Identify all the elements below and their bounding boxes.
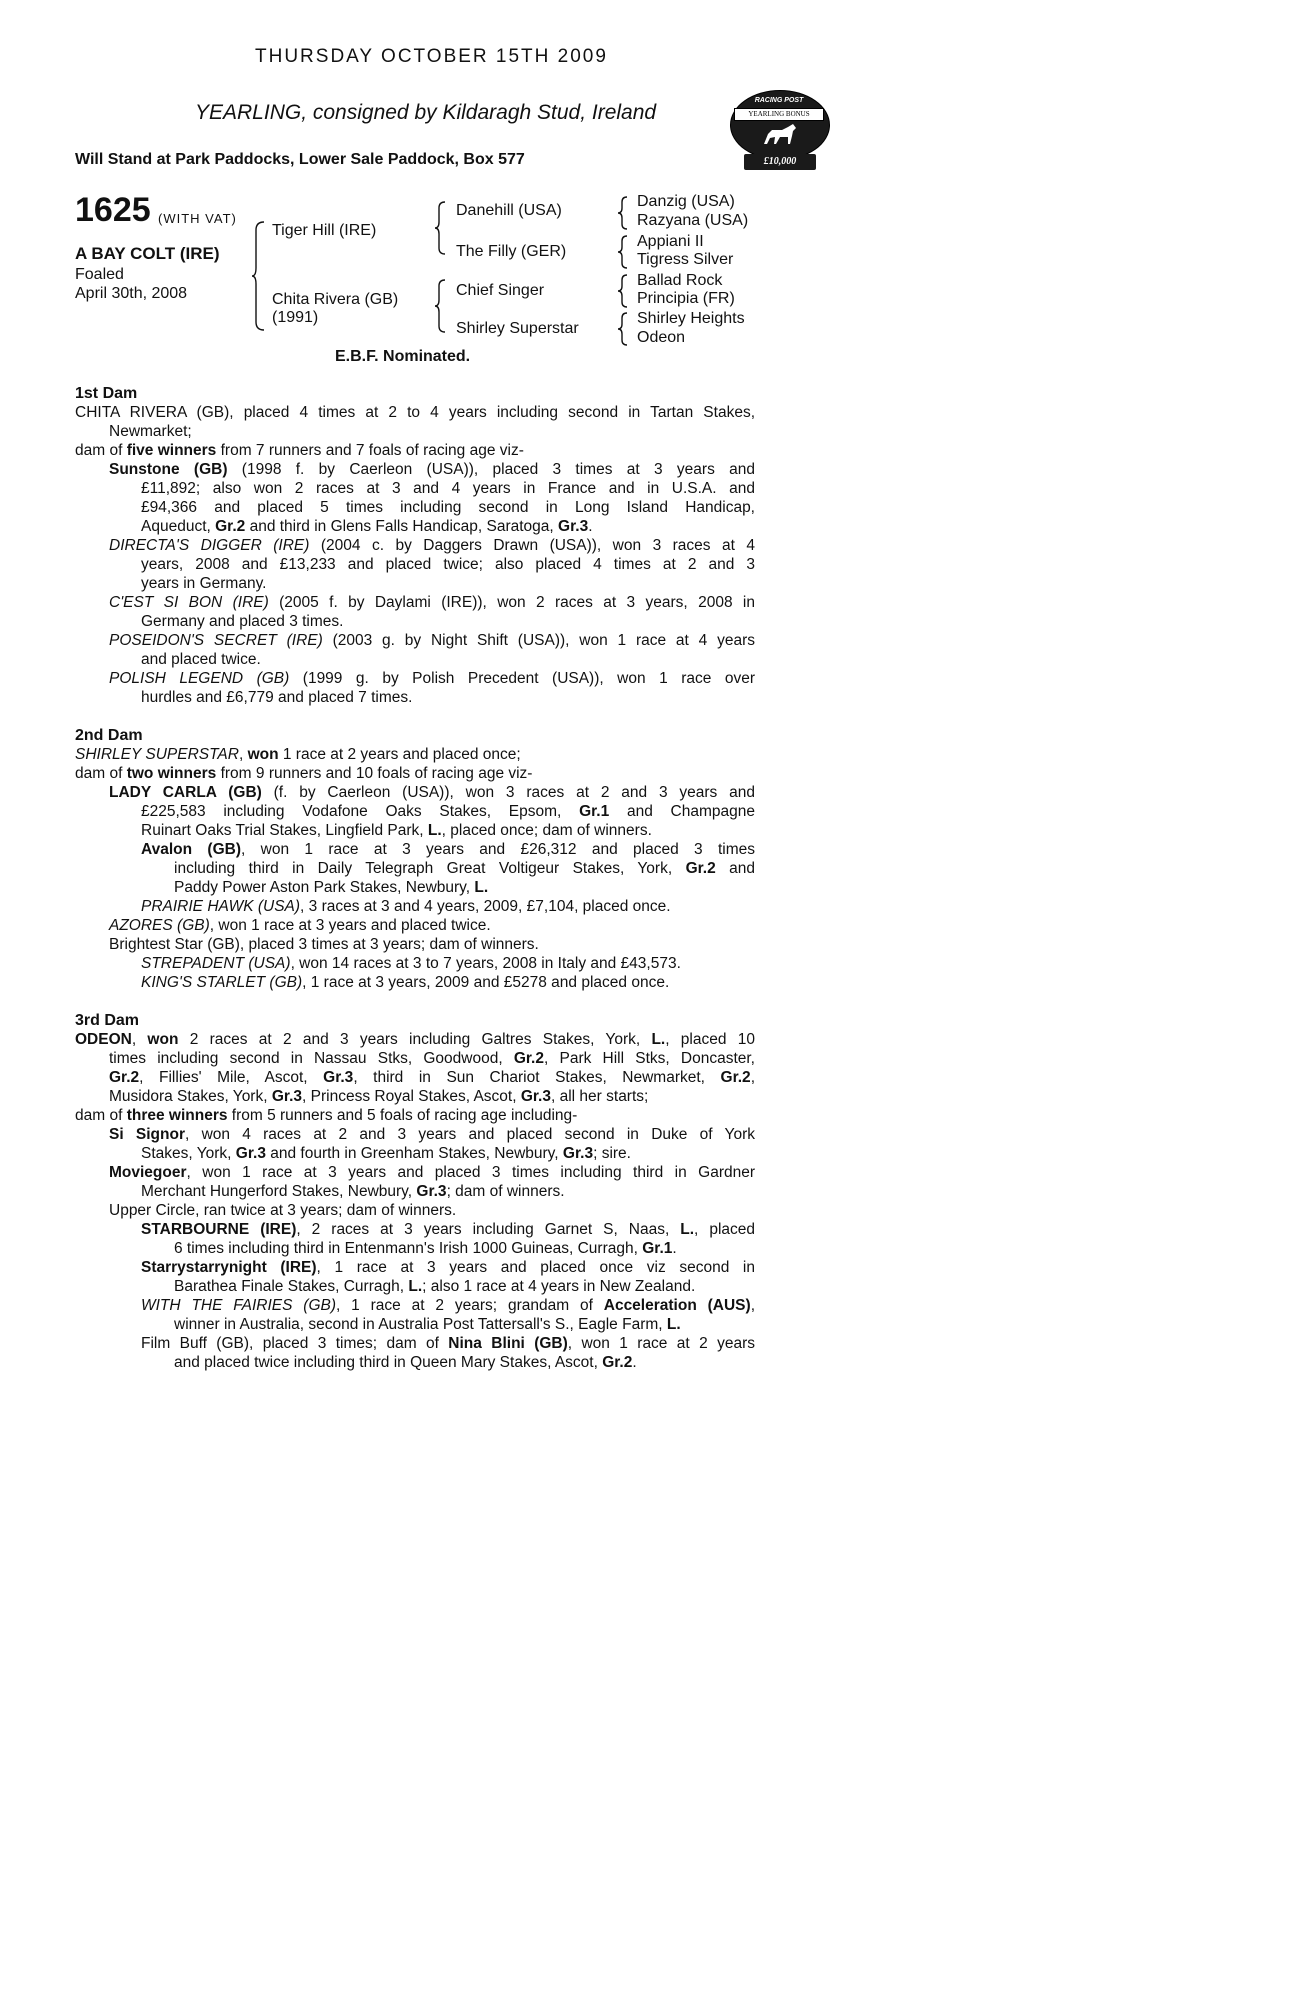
pedigree-dam-year: (1991) (272, 309, 319, 326)
dam1-runner-line (75, 517, 755, 536)
text: five winners (126, 442, 217, 459)
text: ; sire. (593, 1145, 631, 1162)
grade: Gr.3 (558, 518, 589, 535)
text: and Champagne (609, 803, 755, 820)
text: . (588, 518, 593, 535)
text: winner in Australia, second in Australia Post Tattersall's S., Eagle Farm, (174, 1316, 667, 1333)
text: (f. by Caerleon (USA)), won 3 races at 2 and 3 years and (261, 784, 755, 801)
grade: Gr.3 (235, 1145, 266, 1162)
text: £225,583 including Vodafone Oaks Stakes, Epsom, (141, 803, 580, 820)
text: , 1 race at 2 years; grandam of (336, 1297, 604, 1314)
grade: Gr.3 (323, 1069, 354, 1086)
consignment-line: YEARLING, consigned by Kildaragh Stud, Ireland (195, 101, 657, 124)
dam1-runner-line (75, 631, 755, 650)
horse-name: Sunstone (GB) (109, 461, 228, 478)
text: , all her starts; (551, 1088, 649, 1105)
logo-top-text: RACING POST (754, 97, 804, 104)
text: three winners (126, 1107, 228, 1124)
pedigree-brace-3 (435, 278, 451, 334)
pedigree-dds: Shirley Heights (637, 310, 745, 327)
text: Ruinart Oaks Trial Stakes, Lingfield Park, (141, 822, 428, 839)
dam1-line: Newmarket; (109, 423, 192, 440)
yearling-bonus-logo (730, 90, 830, 170)
text: Paddy Power Aston Park Stakes, Newbury, (174, 879, 475, 896)
text: and third in Glens Falls Handicap, Saratoga, (245, 518, 559, 535)
text: , won 1 race at 3 years and £26,312 and placed 3 times (241, 841, 756, 858)
dam3-runner-line: Upper Circle, ran twice at 3 years; dam of winners. (109, 1202, 457, 1219)
text: Barathea Finale Stakes, Curragh, (174, 1278, 409, 1295)
dam3-produce-line (75, 1106, 755, 1125)
text: , placed once; dam of winners. (441, 822, 652, 839)
horse-name: PRAIRIE HAWK (USA) (141, 898, 301, 915)
text: two winners (126, 765, 217, 782)
dam1-runner-line (75, 593, 755, 612)
spacer (75, 992, 755, 1011)
text: , placed (694, 1221, 756, 1238)
horse-name: STREPADENT (USA) (141, 955, 291, 972)
text: Stakes, York, (141, 1145, 236, 1162)
pedigree-dam-dam: Shirley Superstar (456, 320, 579, 337)
text: , 2 races at 3 years including Garnet S, Naas, (296, 1221, 681, 1238)
pedigree-brace-4 (618, 195, 632, 231)
dam2-runner-line (75, 954, 755, 973)
text: , 3 races at 3 and 4 years, 2009, £7,104, placed once. (300, 898, 671, 915)
text: , (750, 1297, 755, 1314)
text: from 7 runners and 7 foals of racing age viz- (216, 442, 524, 459)
horse-name: Nina Blini (GB) (448, 1335, 568, 1352)
dam2-runner-line (75, 916, 755, 935)
horse-name: Starrystarrynight (IRE) (141, 1259, 317, 1276)
pedigree-brace-6 (618, 273, 632, 309)
text: Musidora Stakes, York, (109, 1088, 272, 1105)
dam3-runner-line (75, 1144, 755, 1163)
dam1-runner-line (75, 460, 755, 479)
pedigree-sire-sire: Danehill (USA) (456, 202, 562, 219)
horse-name: Moviegoer (109, 1164, 187, 1181)
dam3-runner-line (75, 1258, 755, 1277)
dam2-runner-line (75, 840, 755, 859)
foaled-date: April 30th, 2008 (75, 285, 188, 302)
text: , placed 10 (665, 1031, 755, 1048)
pedigree-sss: Danzig (USA) (637, 193, 735, 210)
sale-date: THURSDAY OCTOBER 15TH 2009 (255, 46, 608, 67)
horse-name: Si Signor (109, 1126, 185, 1143)
text: dam of (75, 442, 127, 459)
dam3-runner-line (75, 1315, 755, 1334)
dam2-runner-line (75, 897, 755, 916)
dam1-runner-line: £11,892; also won 2 races at 3 and 4 years in France and in U.S.A. and (141, 480, 755, 497)
horse-name: Avalon (GB) (141, 841, 242, 858)
dam1-line: CHITA RIVERA (GB), placed 4 times at 2 to 4 years including second in Tartan Stakes, (75, 404, 755, 421)
text: (1999 g. by Polish Precedent (USA)), won 1 race over (289, 670, 755, 687)
grade: Gr.3 (271, 1088, 303, 1105)
grade: Gr.3 (520, 1088, 551, 1105)
horse-name: POSEIDON'S SECRET (IRE) (109, 632, 323, 649)
section-title-1st-dam: 1st Dam (75, 385, 138, 402)
grade: Gr.2 (513, 1050, 544, 1067)
grade: Gr.3 (562, 1145, 594, 1162)
text: (2003 g. by Night Shift (USA)), won 1 race at 4 years (322, 632, 755, 649)
dam3-runner-line (75, 1239, 755, 1258)
pedigree-dam-sire: Chief Singer (456, 282, 545, 299)
spacer (75, 707, 755, 726)
text: , Fillies' Mile, Ascot, (139, 1069, 324, 1086)
text: , won 14 races at 3 to 7 years, 2008 in Italy and £43,573. (290, 955, 681, 972)
horse-name: C'EST SI BON (IRE) (109, 594, 269, 611)
dam1-runner-line: and placed twice. (141, 651, 261, 668)
text: (2005 f. by Daylami (IRE)), won 2 races at 3 years, 2008 in (268, 594, 755, 611)
grade: Gr.2 (602, 1354, 633, 1371)
text: Film Buff (GB), placed 3 times; dam of (141, 1335, 449, 1352)
grade: L. (474, 879, 489, 896)
grade: Gr.2 (685, 860, 716, 877)
text: 6 times including third in Entenmann's Irish 1000 Guineas, Curragh, (174, 1240, 643, 1257)
pedigree-dam: Chita Rivera (GB) (272, 291, 399, 308)
section-title-2nd-dam: 2nd Dam (75, 727, 143, 744)
dam2-runner-line (75, 783, 755, 802)
text: (1998 f. by Caerleon (USA)), placed 3 times at 3 years and (227, 461, 755, 478)
dam1-runner-line: £94,366 and placed 5 times including second in Long Island Handicap, (141, 499, 755, 516)
foaled-label: Foaled (75, 266, 124, 283)
text: , won 1 race at 2 years (567, 1335, 756, 1352)
text: and fourth in Greenham Stakes, Newbury, (265, 1145, 563, 1162)
text: Merchant Hungerford Stakes, Newbury, (141, 1183, 417, 1200)
text: , won 1 race at 3 years and placed 3 times including third in Gardner (186, 1164, 755, 1181)
grade: Gr.1 (642, 1240, 673, 1257)
horse-name: A BAY COLT (IRE) (75, 244, 220, 263)
text: , (131, 1031, 148, 1048)
dam1-produce-line (75, 441, 755, 460)
lot-vat: (WITH VAT) (158, 211, 237, 226)
dam2-runner-line (75, 973, 755, 992)
grade: L. (427, 822, 442, 839)
text: , (750, 1069, 755, 1086)
horse-name: SHIRLEY SUPERSTAR (75, 746, 239, 763)
text: , 1 race at 3 years, 2009 and £5278 and placed once. (302, 974, 670, 991)
dam1-runner-line: years, 2008 and £13,233 and placed twice; also placed 4 times at 2 and 3 (141, 556, 755, 573)
horse-name: KING'S STARLET (GB) (141, 974, 303, 991)
dam3-line (75, 1030, 755, 1049)
dam3-runner-line (75, 1182, 755, 1201)
text: (2004 c. by Daggers Drawn (USA)), won 3 races at 4 (309, 537, 756, 554)
dam3-line (75, 1049, 755, 1068)
dam2-runner-line (75, 802, 755, 821)
dam2-produce-line (75, 764, 755, 783)
pedigree-ddd: Odeon (637, 329, 686, 346)
dam2-runner-line (75, 859, 755, 878)
dam3-line (75, 1087, 755, 1106)
pedigree-sire: Tiger Hill (IRE) (272, 222, 377, 239)
text: . (672, 1240, 677, 1257)
text: , (238, 746, 248, 763)
dam3-line (75, 1068, 755, 1087)
text: ; dam of winners. (446, 1183, 565, 1200)
horse-name: DIRECTA'S DIGGER (IRE) (109, 537, 310, 554)
horse-name: POLISH LEGEND (GB) (109, 670, 290, 687)
horse-icon (760, 122, 800, 148)
pedigree-dsd: Principia (FR) (637, 290, 735, 307)
dam3-runner-line (75, 1163, 755, 1182)
grade: Gr.2 (109, 1069, 140, 1086)
pedigree-brace-7 (618, 311, 632, 347)
text: 1 race at 2 years and placed once; (278, 746, 521, 763)
dam3-runner-line (75, 1296, 755, 1315)
ebf-nominated: E.B.F. Nominated. (335, 348, 471, 365)
grade: L. (408, 1278, 423, 1295)
pedigree-brace-1 (252, 218, 272, 334)
text: and placed twice including third in Queen Mary Stakes, Ascot, (174, 1354, 603, 1371)
dam2-runner-line (75, 878, 755, 897)
dam1-runner-line: years in Germany. (141, 575, 267, 592)
text: won (147, 1031, 179, 1048)
logo-bonus-amount: £10,000 (744, 154, 816, 170)
dam3-runner-line (75, 1334, 755, 1353)
text: , third in Sun Chariot Stakes, Newmarket, (353, 1069, 721, 1086)
pedigree-brace-5 (618, 234, 632, 270)
pedigree-sds: Appiani II (637, 233, 704, 250)
grade: Gr.1 (579, 803, 610, 820)
text: dam of (75, 765, 127, 782)
text: and (715, 860, 756, 877)
pedigree-dss: Ballad Rock (637, 272, 723, 289)
pedigree-brace-2 (435, 200, 451, 256)
text: , won 1 race at 3 years and placed twice. (209, 917, 491, 934)
dam3-runner-line (75, 1277, 755, 1296)
horse-name: Acceleration (AUS) (603, 1297, 751, 1314)
horse-name: ODEON (75, 1031, 132, 1048)
grade: L. (666, 1316, 681, 1333)
pedigree-ssd: Razyana (USA) (637, 212, 749, 229)
text: Aqueduct, (141, 518, 216, 535)
horse-name: AZORES (GB) (109, 917, 210, 934)
foaled-info (75, 265, 187, 303)
dam1-runner-line (75, 669, 755, 688)
text: , won 4 races at 2 and 3 years and placed second in Duke of York (185, 1126, 755, 1143)
section-title-3rd-dam: 3rd Dam (75, 1012, 140, 1029)
dam2-runner-line: Brightest Star (GB), placed 3 times at 3 years; dam of winners. (109, 936, 539, 953)
text: won (247, 746, 279, 763)
text: , 1 race at 3 years and placed once viz second in (316, 1259, 755, 1276)
text: dam of (75, 1107, 127, 1124)
lot-number: 1625 (75, 191, 151, 229)
pedigree-sire-dam: The Filly (GER) (456, 243, 567, 260)
horse-name: WITH THE FAIRIES (GB) (141, 1297, 337, 1314)
horse-name: STARBOURNE (IRE) (141, 1221, 297, 1238)
dam1-runner-line: Germany and placed 3 times. (141, 613, 344, 630)
dam1-runner-line: hurdles and £6,779 and placed 7 times. (141, 689, 413, 706)
text: . (632, 1354, 637, 1371)
catalogue-body (75, 384, 755, 1372)
text: 2 races at 2 and 3 years including Galtres Stakes, York, (178, 1031, 652, 1048)
dam2-line (75, 745, 755, 764)
dam2-runner-line (75, 821, 755, 840)
text: ; also 1 race at 4 years in New Zealand. (422, 1278, 696, 1295)
text: , Park Hill Stks, Doncaster, (544, 1050, 755, 1067)
logo-band-text: YEARLING BONUS (734, 108, 824, 121)
text: from 9 runners and 10 foals of racing age viz- (216, 765, 533, 782)
text: including third in Daily Telegraph Great Voltigeur Stakes, York, (174, 860, 686, 877)
dam3-runner-line (75, 1125, 755, 1144)
horse-name: LADY CARLA (GB) (109, 784, 262, 801)
grade: Gr.2 (720, 1069, 751, 1086)
text: , Princess Royal Stakes, Ascot, (302, 1088, 521, 1105)
grade: L. (651, 1031, 666, 1048)
location-line: Will Stand at Park Paddocks, Lower Sale Paddock, Box 577 (75, 151, 525, 168)
dam3-runner-line (75, 1220, 755, 1239)
pedigree-sdd: Tigress Silver (637, 251, 734, 268)
grade: Gr.2 (215, 518, 246, 535)
text: from 5 runners and 5 foals of racing age including- (227, 1107, 578, 1124)
grade: Gr.3 (416, 1183, 447, 1200)
dam1-runner-line (75, 536, 755, 555)
text: times including second in Nassau Stks, Goodwood, (109, 1050, 514, 1067)
grade: L. (680, 1221, 695, 1238)
dam3-runner-line (75, 1353, 755, 1372)
